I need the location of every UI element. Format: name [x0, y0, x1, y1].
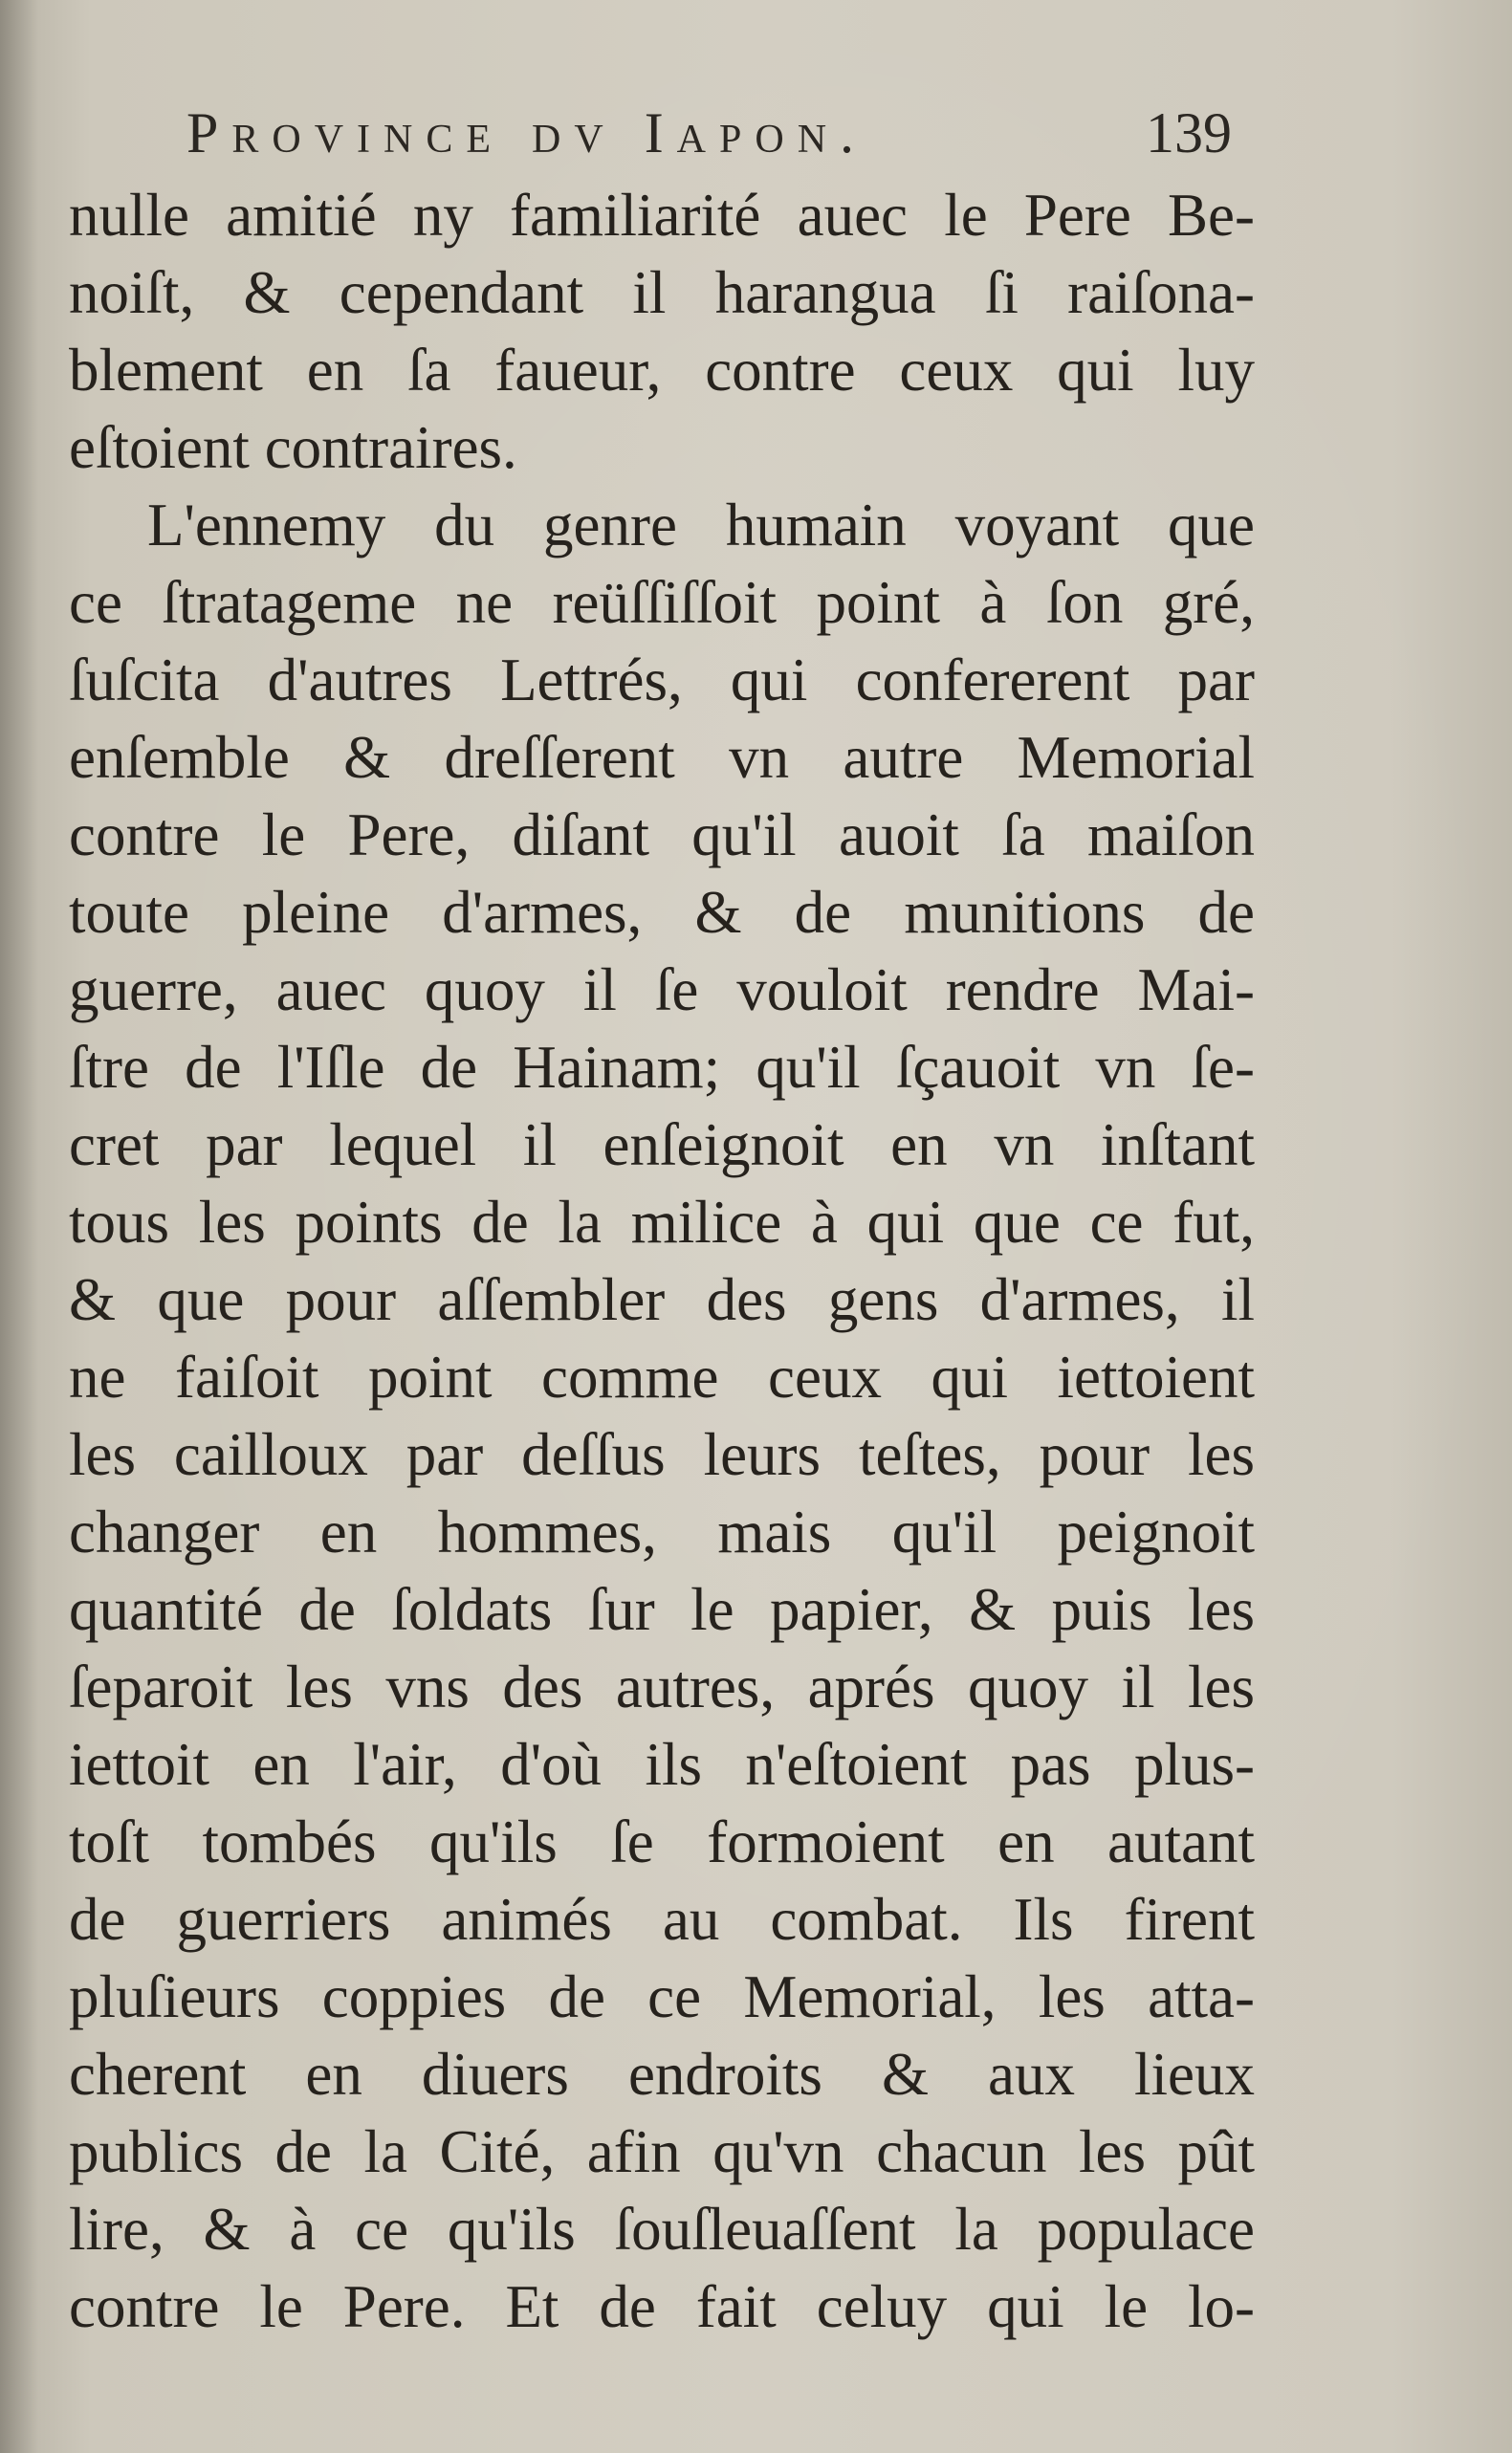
text-line: L'ennemy du genre humain voyant que	[147, 492, 1255, 558]
text-line: eſtoient contraires.	[69, 414, 517, 481]
text-line: tous les points de la milice à qui que ce fut,	[69, 1189, 1255, 1256]
text-line: contre le Pere, diſant qu'il auoit ſa maiſon	[69, 801, 1255, 868]
text-line: cherent en diuers endroits & aux lieux	[69, 2041, 1255, 2108]
text-line: iettoit en l'air, d'où ils n'eſtoient pas plus-	[69, 1731, 1255, 1798]
running-head	[0, 100, 1512, 177]
text-line: ce ſtratageme ne reüſſiſſoit point à ſon gré,	[69, 569, 1255, 636]
gutter-shadow	[0, 0, 38, 2453]
text-line: ſeparoit les vns des autres, aprés quoy il les	[69, 1654, 1255, 1720]
page-number: 139	[1146, 101, 1232, 164]
text-line: de guerriers animés au combat. Ils firent	[69, 1886, 1255, 1953]
text-line: lire, & à ce qu'ils ſouſleuaſſent la populace	[69, 2196, 1255, 2263]
text-line: guerre, auec quoy il ſe vouloit rendre Mai-	[69, 956, 1255, 1023]
text-line: enſemble & dreſſerent vn autre Memorial	[69, 724, 1255, 791]
text-line: changer en hommes, mais qu'il peignoit	[69, 1499, 1255, 1566]
text-line: ne faiſoit point comme ceux qui iettoient	[69, 1344, 1255, 1411]
text-line: quantité de ſoldats ſur le papier, & puis les	[69, 1576, 1255, 1643]
text-line: pluſieurs coppies de ce Memorial, les atta-	[69, 1963, 1255, 2030]
text-line: & que pour aſſembler des gens d'armes, il	[69, 1266, 1255, 1333]
text-line: ſuſcita d'autres Lettrés, qui confererent par	[69, 646, 1255, 713]
text-line: toſt tombés qu'ils ſe formoient en autant	[69, 1808, 1255, 1875]
body-text	[69, 177, 1255, 2346]
text-line: blement en ſa faueur, contre ceux qui luy	[69, 337, 1255, 404]
text-line: noiſt, & cependant il harangua ſi raiſona-	[69, 259, 1255, 326]
text-line: cret par lequel il enſeignoit en vn inſtant	[69, 1111, 1255, 1178]
text-line: les cailloux par deſſus leurs teſtes, pour les	[69, 1421, 1255, 1488]
text-line: contre le Pere. Et de fait celuy qui le lo-	[69, 2273, 1255, 2340]
text-line: nulle amitié ny familiarité auec le Pere Be-	[69, 182, 1255, 249]
text-line: toute pleine d'armes, & de munitions de	[69, 879, 1255, 946]
text-line: ſtre de l'Iſle de Hainam; qu'il ſçauoit vn ſe-	[69, 1034, 1255, 1101]
text-line: publics de la Cité, afin qu'vn chacun les pût	[69, 2118, 1255, 2185]
running-head-title: Province dv Iapon.	[186, 101, 868, 164]
